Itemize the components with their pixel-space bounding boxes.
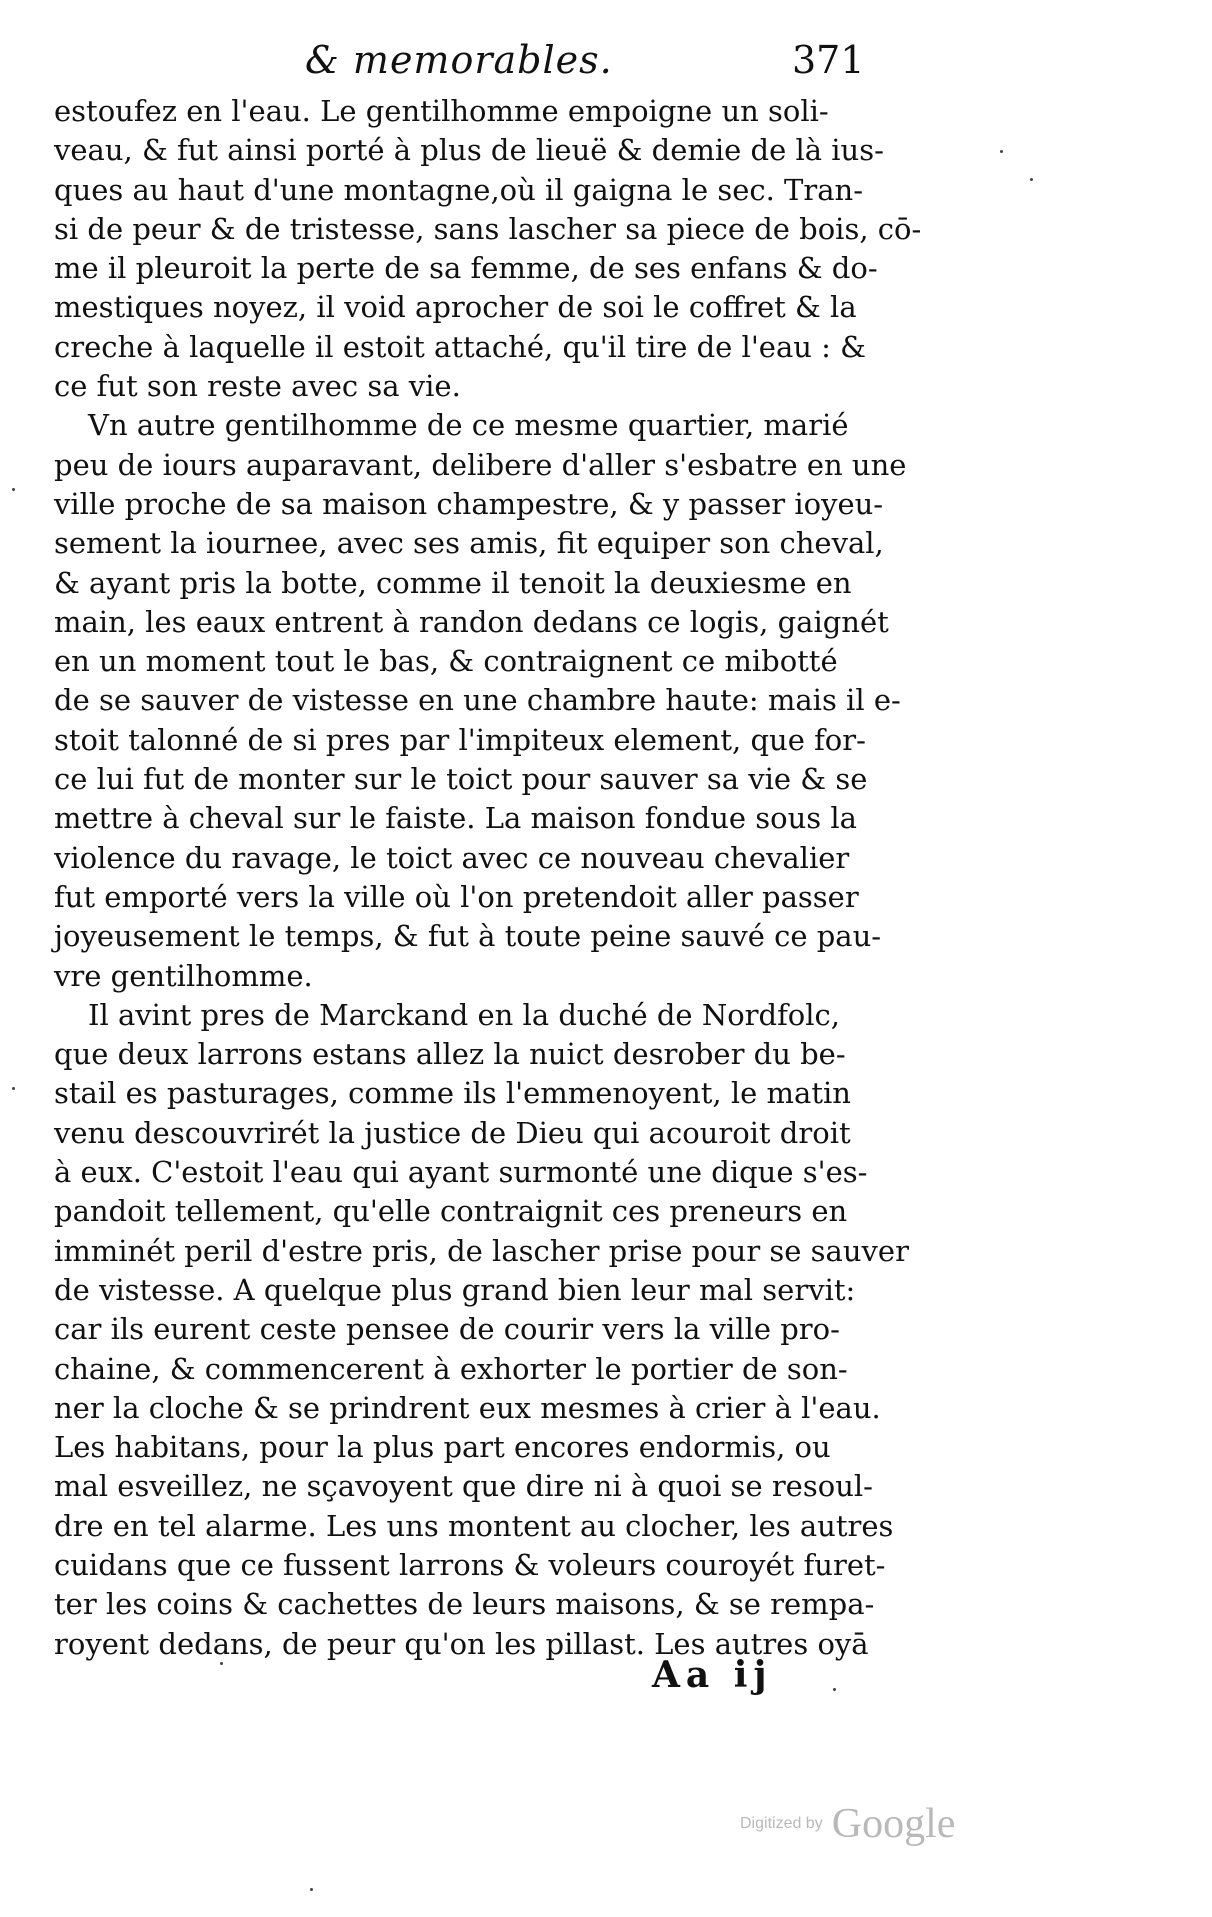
text-line: fut emporté vers la ville où l'on pretendoit aller passer (54, 879, 859, 914)
text-line: main, les eaux entrent à randon dedans ce logis, gaignét (54, 604, 889, 639)
text-line: ter les coins & cachettes de leurs maisons, & se rempa- (54, 1587, 875, 1622)
text-line: pandoit tellement, qu'elle contraignit ces preneurs en (54, 1194, 848, 1229)
print-speck (12, 488, 15, 491)
google-logo: Google (831, 1801, 956, 1847)
text-line: peu de iours auparavant, delibere d'aller s'esbatre en une (54, 447, 907, 482)
text-line: car ils eurent ceste pensee de courir vers la ville pro- (54, 1312, 840, 1347)
text-line: que deux larrons estans allez la nuict desrober du be- (54, 1037, 846, 1072)
signature-mark: Aa ij (652, 1654, 773, 1696)
text-line: imminét peril d'estre pris, de lascher prise pour se sauver (54, 1233, 909, 1268)
text-line: stail es pasturages, comme ils l'emmenoyent, le matin (54, 1076, 851, 1111)
text-line: de vistesse. A quelque plus grand bien leur mal servit: (54, 1272, 856, 1307)
text-line: Les habitans, pour la plus part encores endormis, ou (54, 1430, 831, 1465)
running-head: & memorables. (305, 38, 613, 82)
text-line: joyeusement le temps, & fut à toute peine sauvé ce pau- (54, 919, 882, 954)
text-line: de se sauver de vistesse en une chambre haute: mais il e- (54, 683, 901, 718)
text-line: à eux. C'estoit l'eau qui ayant surmonté une dique s'es- (54, 1155, 868, 1190)
text-line: veau, & fut ainsi porté à plus de lieuë & demie de là ius- (54, 133, 884, 168)
text-line: venu descouvrirét la justice de Dieu qui acouroit droit (54, 1115, 851, 1150)
text-line: ce fut son reste avec sa vie. (54, 369, 461, 404)
text-line: creche à laquelle il estoit attaché, qu'il tire de l'eau : & (54, 329, 866, 364)
text-line: ques au haut d'une montagne,où il gaigna le sec. Tran- (54, 172, 864, 207)
text-line: mestiques noyez, il void aprocher de soi le coffret & la (54, 290, 857, 325)
print-speck (310, 1888, 313, 1891)
text-line: en un moment tout le bas, & contraignent ce mibotté (54, 644, 838, 679)
text-line: mettre à cheval sur le faiste. La maison fondue sous la (54, 801, 857, 836)
print-speck (12, 1087, 15, 1090)
print-speck (220, 1662, 223, 1665)
watermark-prefix: Digitized by (740, 1815, 823, 1832)
text-line: royent dedans, de peur qu'on les pillast. Les autres oyā (54, 1626, 869, 1661)
text-line: ce lui fut de monter sur le toict pour sauver sa vie & se (54, 762, 868, 797)
digitized-watermark (740, 1800, 955, 1848)
text-line: & ayant pris la botte, comme il tenoit la deuxiesme en (54, 565, 852, 600)
paragraph-start-line: Vn autre gentilhomme de ce mesme quartier, marié (88, 408, 849, 443)
paragraph-start-line: Il avint pres de Marckand en la duché de Nordfolc, (88, 997, 841, 1032)
text-line: vre gentilhomme. (54, 958, 313, 993)
text-line: cuidans que ce fussent larrons & voleurs couroyét furet- (54, 1547, 886, 1582)
text-line: stoit talonné de si pres par l'impiteux element, que for- (54, 722, 866, 757)
text-line: me il pleuroit la perte de sa femme, de ses enfans & do- (54, 251, 878, 286)
text-line: si de peur & de tristesse, sans lascher sa piece de bois, cō- (54, 211, 922, 246)
text-line: ville proche de sa maison champestre, & y passer ioyeu- (54, 486, 884, 521)
text-line: violence du ravage, le toict avec ce nouveau chevalier (54, 840, 850, 875)
body-text (54, 92, 924, 1664)
text-line: ner la cloche & se prindrent eux mesmes à crier à l'eau. (54, 1390, 881, 1425)
print-speck (833, 1688, 836, 1691)
print-speck (1030, 178, 1033, 181)
page-number: 371 (792, 38, 865, 82)
text-line: mal esveillez, ne sçavoyent que dire ni à quoi se resoul- (54, 1469, 873, 1504)
text-line: chaine, & commencerent à exhorter le portier de son- (54, 1351, 848, 1386)
print-speck (1000, 150, 1003, 153)
text-line: estoufez en l'eau. Le gentilhomme empoigne un soli- (54, 94, 829, 128)
text-line: dre en tel alarme. Les uns montent au clocher, les autres (54, 1508, 894, 1543)
text-line: sement la iournee, avec ses amis, fit equiper son cheval, (54, 526, 884, 561)
